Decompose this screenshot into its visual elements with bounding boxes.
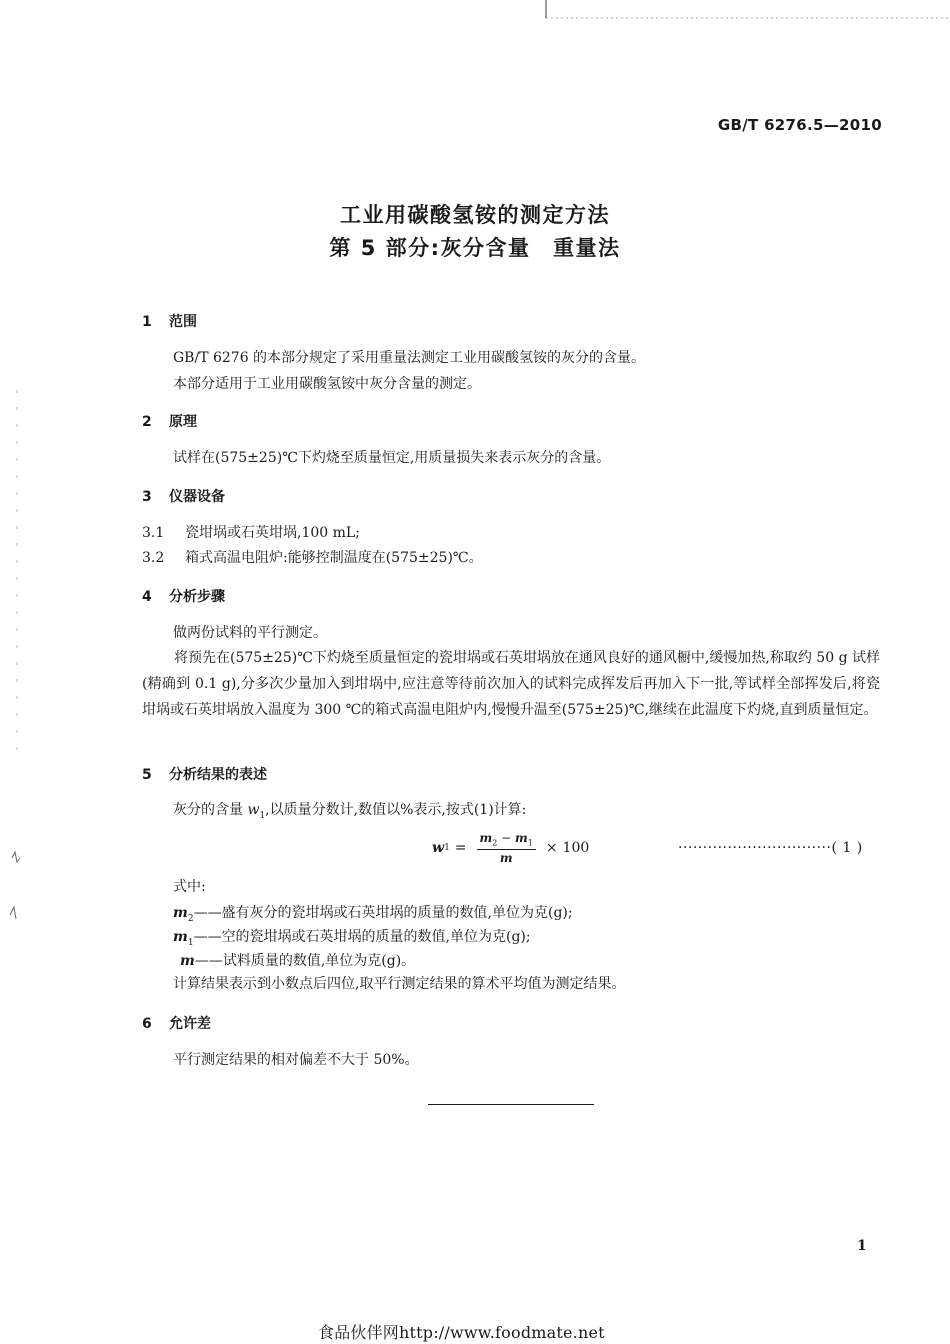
section-title: 仪器设备 [169, 489, 225, 505]
section-1-heading [142, 311, 197, 331]
section-3-item-2 [142, 547, 483, 567]
numerator-sub-b: 1 [527, 838, 533, 848]
definition-text: ——试料质量的数值,单位为克(g)。 [194, 953, 416, 969]
section-title: 分析步骤 [169, 589, 225, 605]
section-title: 范围 [169, 314, 197, 330]
definition-text: ——盛有灰分的瓷坩埚或石英坩埚的质量的数值,单位为克(g); [193, 905, 573, 921]
where-label: 式中: [173, 879, 206, 895]
formula-equals: = [454, 840, 467, 856]
definition-subscript: 2 [187, 913, 194, 924]
section-number: 5 [142, 767, 152, 783]
standard-code: GB/T 6276.5—2010 [717, 116, 882, 134]
formula-factor: 100 [562, 840, 590, 856]
formula-denominator: m [499, 850, 513, 865]
section-2-heading [142, 411, 197, 431]
section-4-paragraph-2: 将预先在(575±25)℃下灼烧至质量恒定的瓷坩埚或石英坩埚放在通风良好的通风橱中,缓慢加热,称取约 50 g 试样(精确到 0.1 g),分多次少量加入到坩埚中,应注意等待前次加入的试料完成挥发后再加入下一批,等试样全部挥发后,将瓷坩埚或石英坩埚放入温度为 300 ℃的箱式高温电阻炉内,慢慢升温至(575±25)℃,继续在此温度下灼烧,直到质量恒定。 [142, 650, 880, 719]
intro-text-rest: ,以质量分数计,数值以%表示,按式(1)计算: [265, 802, 527, 818]
watermark: 食品伙伴网http://www.foodmate.net [318, 1323, 605, 1342]
page-number: 1 [857, 1238, 867, 1254]
section-number: 1 [142, 314, 152, 330]
section-3-heading [142, 486, 225, 506]
result-note: 计算结果表示到小数点后四位,取平行测定结果的算术平均值为测定结果。 [173, 976, 626, 992]
item-number: 3.2 [142, 550, 165, 566]
definition-symbol: m [180, 953, 195, 969]
intro-text: 灰分的含量 [173, 802, 248, 818]
numerator-var-a: m [479, 831, 493, 846]
section-6-paragraph: 平行测定结果的相对偏差不大于 50%。 [173, 1052, 419, 1068]
definition-m1 [173, 926, 531, 948]
numerator-var-b: m [515, 831, 528, 846]
section-6-heading [142, 1013, 211, 1033]
section-number: 2 [142, 414, 152, 430]
section-4-paragraph-1: 做两份试料的平行测定。 [173, 625, 327, 641]
section-5-heading [142, 764, 267, 784]
equation-number: ·······························( 1 ) [678, 840, 863, 856]
document-title-line2: 第 5 部分:灰分含量 重量法 [329, 236, 621, 260]
section-1-paragraph-2: 本部分适用于工业用碳酸氢铵中灰分含量的测定。 [173, 376, 481, 392]
document-title-line1: 工业用碳酸氢铵的测定方法 [340, 203, 610, 227]
section-4-heading [142, 586, 225, 606]
definition-m2 [173, 902, 573, 924]
definition-subscript: 1 [187, 937, 194, 948]
formula-lhs-sub: 1 [444, 843, 450, 853]
end-rule [428, 1104, 594, 1105]
formula-1 [432, 828, 589, 868]
definition-symbol: m [173, 929, 188, 945]
section-number: 3 [142, 489, 152, 505]
section-title: 允许差 [169, 1016, 211, 1032]
section-title: 原理 [169, 414, 197, 430]
section-number: 4 [142, 589, 152, 605]
variable-subscript: 1 [259, 810, 266, 821]
definition-m [180, 950, 415, 970]
formula-times: × [545, 840, 558, 856]
formula-lhs: w [432, 840, 445, 856]
item-text: 箱式高温电阻炉:能够控制温度在(575±25)℃。 [185, 550, 483, 566]
item-number: 3.1 [142, 525, 165, 541]
numerator-minus: − [497, 831, 516, 846]
section-number: 6 [142, 1016, 152, 1032]
section-title: 分析结果的表述 [169, 767, 267, 783]
section-5-intro [173, 800, 526, 826]
formula-numerator [477, 831, 536, 849]
section-3-item-1 [142, 522, 360, 542]
definition-symbol: m [173, 905, 188, 921]
numerator-sub-a: 2 [492, 838, 498, 848]
variable-w: w [247, 802, 260, 818]
item-text: 瓷坩埚或石英坩埚,100 mL; [185, 525, 360, 541]
section-2-paragraph: 试样在(575±25)℃下灼烧至质量恒定,用质量损失来表示灰分的含量。 [173, 450, 611, 466]
definition-text: ——空的瓷坩埚或石英坩埚的质量的数值,单位为克(g); [193, 929, 531, 945]
section-1-paragraph-1: GB/T 6276 的本部分规定了采用重量法测定工业用碳酸氢铵的灰分的含量。 [173, 350, 646, 366]
formula-fraction [477, 831, 536, 864]
